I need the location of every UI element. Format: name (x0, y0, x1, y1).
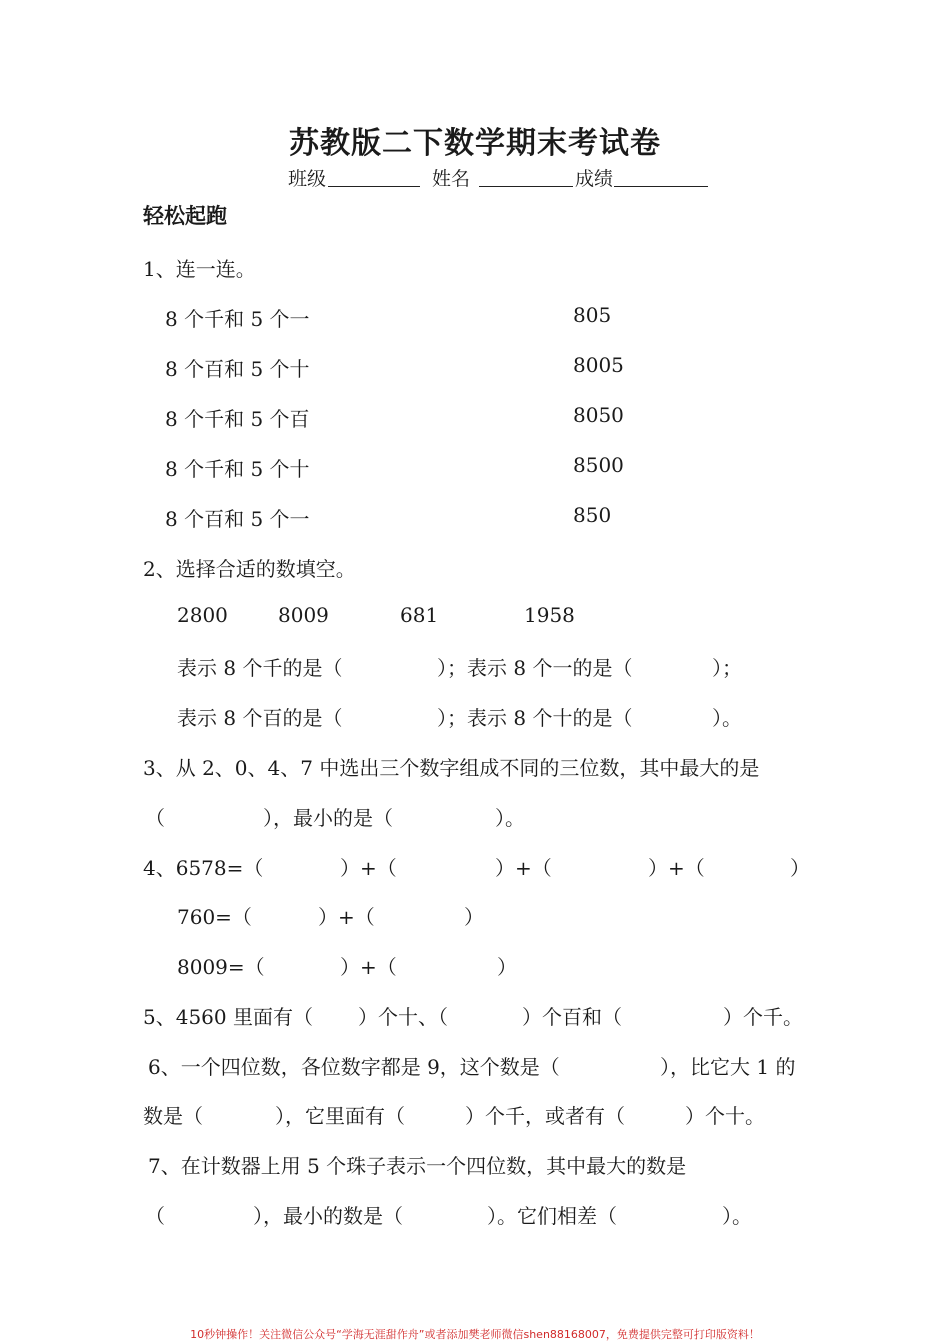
q4-row-1-part: ）+（ (648, 856, 705, 880)
q1-left-item[interactable]: 8 个千和 5 个十 (165, 457, 310, 481)
q1-right-item[interactable]: 8050 (573, 403, 624, 427)
q4-row-2-part: ） (464, 905, 484, 929)
q4-row-1-part: ） (790, 856, 810, 880)
score-label: 成绩 (575, 168, 614, 190)
q4-row-1-part: ）+（ (495, 856, 552, 880)
q2-number: 1958 (524, 603, 575, 627)
q2-line-b-part: 表示 8 个百的是（ (177, 706, 343, 730)
q4-row-2-part: ）+（ (318, 905, 375, 929)
name-blank[interactable] (479, 186, 573, 187)
q4-row-3-part: ）+（ (340, 955, 397, 979)
q1-left-item[interactable]: 8 个百和 5 个十 (165, 357, 310, 381)
q7-line-2-part: ）。 (722, 1204, 752, 1228)
q6-line-1-part: 6、一个四位数，各位数字都是 9，这个数是（ (148, 1055, 560, 1079)
class-label: 班级 (288, 168, 327, 190)
score-blank[interactable] (614, 186, 708, 187)
q5-part: ）个十、（ (358, 1005, 448, 1029)
q2-line-a-part: ）； (712, 656, 742, 680)
q3-line-2-part: ）。 (495, 806, 525, 830)
q3-line-2-part: （ (145, 806, 165, 830)
q1-left-item[interactable]: 8 个百和 5 个一 (165, 507, 310, 531)
q7-line-2-part: （ (145, 1204, 165, 1228)
q2-number: 2800 (177, 603, 228, 627)
question-1-prompt: 1、连一连。 (143, 257, 256, 281)
q6-line-2-part: ）个十。 (685, 1104, 765, 1128)
page-title: 苏教版二下数学期末考试卷 (289, 126, 661, 161)
q5-part: ）个千。 (723, 1005, 803, 1029)
q2-line-b-part: ）；表示 8 个十的是（ (437, 706, 633, 730)
question-2-prompt: 2、选择合适的数填空。 (143, 557, 356, 581)
q2-line-a-part: 表示 8 个千的是（ (177, 656, 343, 680)
q7-line-2-part: ）。它们相差（ (487, 1204, 617, 1228)
question-7-line-1: 7、在计数器上用 5 个珠子表示一个四位数，其中最大的数是 (148, 1154, 687, 1178)
q5-part: 5、4560 里面有（ (143, 1005, 313, 1029)
q4-row-1-part: ）+（ (340, 856, 397, 880)
q2-number: 8009 (278, 603, 329, 627)
q2-line-a-part: ）；表示 8 个一的是（ (437, 656, 633, 680)
q5-part: ）个百和（ (522, 1005, 622, 1029)
q2-number: 681 (400, 603, 439, 627)
footer-notice: 10秒钟操作！关注微信公众号“学海无涯甜作舟”或者添加樊老师微信shen88168007，免费提供完整可打印版资料！ (190, 1328, 760, 1341)
q1-right-item[interactable]: 8500 (573, 453, 624, 477)
q2-line-b-part: ）。 (712, 706, 742, 730)
q3-line-2-part: ），最小的是（ (263, 806, 393, 830)
q1-left-item[interactable]: 8 个千和 5 个一 (165, 307, 310, 331)
q4-row-1-part: 4、6578=（ (143, 856, 264, 880)
q6-line-2-part: ）个千，或者有（ (465, 1104, 625, 1128)
class-blank[interactable] (328, 186, 420, 187)
question-3-line-1: 3、从 2、0、4、7 中选出三个数字组成不同的三位数，其中最大的是 (143, 756, 760, 780)
q7-line-2-part: ），最小的数是（ (253, 1204, 403, 1228)
q6-line-2-part: ），它里面有（ (275, 1104, 405, 1128)
q6-line-1-part: ），比它大 1 的 (660, 1055, 796, 1079)
q1-left-item[interactable]: 8 个千和 5 个百 (165, 407, 310, 431)
q1-right-item[interactable]: 805 (573, 303, 612, 327)
q6-line-2-part: 数是（ (143, 1104, 203, 1128)
q4-row-3-part: ） (497, 955, 517, 979)
q1-right-item[interactable]: 8005 (573, 353, 624, 377)
q4-row-3-part: 8009=（ (177, 955, 265, 979)
name-label: 姓名 (432, 168, 471, 190)
q4-row-2-part: 760=（ (177, 905, 252, 929)
section-title: 轻松起跑 (143, 203, 227, 228)
q1-right-item[interactable]: 850 (573, 503, 612, 527)
